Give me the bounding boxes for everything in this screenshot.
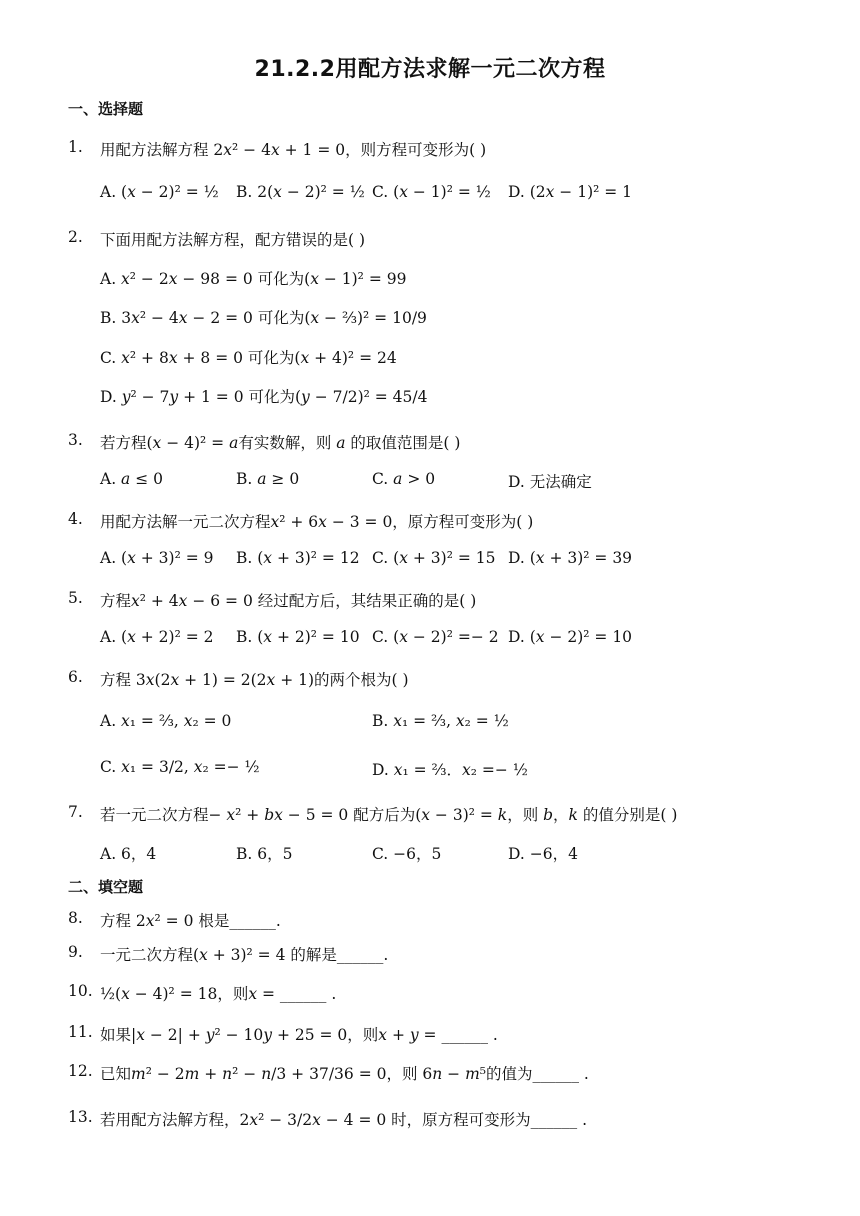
option-c: C. (𝑥 + 3)² = 15	[372, 549, 496, 567]
question-number: 10.	[68, 982, 93, 1000]
option-a: A. (𝑥 + 2)² = 2	[100, 628, 214, 646]
question-number: 4.	[68, 510, 83, 528]
page-title: 21.2.2用配方法求解一元二次方程	[254, 57, 606, 82]
option-a: A. 𝑥₁ = ⅔, 𝑥₂ = 0	[100, 712, 232, 730]
question-number: 5.	[68, 589, 83, 607]
section-heading-choice: 一、选择题	[68, 100, 144, 118]
question-text: 下面用配方法解方程，配方错误的是( )	[100, 231, 366, 249]
question-number: 7.	[68, 803, 83, 821]
option-d: D. (2𝑥 − 1)² = 1	[508, 183, 633, 201]
option-a: A. (𝑥 − 2)² = ½	[100, 183, 219, 201]
question-number: 6.	[68, 668, 83, 686]
option-b: B. 𝑥₁ = ⅔, 𝑥₂ = ½	[372, 712, 509, 730]
option-a: A. 6，4	[100, 845, 157, 863]
option-d: D. (𝑥 + 3)² = 39	[508, 549, 633, 567]
section-heading-fill: 二、填空题	[68, 878, 144, 896]
question-text: 已知𝑚² − 2𝑚 + 𝑛² − 𝑛/3 + 37/36 = 0，则 6𝑛 − 𝑚⁵的值为______ .	[100, 1065, 589, 1083]
question-number: 2.	[68, 228, 83, 246]
option-d: D. 无法确定	[508, 473, 592, 491]
question-text: 若一元二次方程− 𝑥² + 𝑏𝑥 − 5 = 0 配方后为(𝑥 − 3)² = 𝑘，则 𝑏，𝑘 的值分别是( )	[100, 806, 678, 824]
option-b: B. (𝑥 + 2)² = 10	[236, 628, 360, 646]
option-c: C. 𝑎 > 0	[372, 470, 436, 488]
question-number: 12.	[68, 1062, 93, 1080]
option-b: B. 3𝑥² − 4𝑥 − 2 = 0 可化为(𝑥 − ⅔)² = 10/9	[100, 309, 427, 327]
question-text: 如果|𝑥 − 2| + 𝑦² − 10𝑦 + 25 = 0，则𝑥 + 𝑦 = ______ .	[100, 1026, 498, 1044]
option-c: C. (𝑥 − 1)² = ½	[372, 183, 491, 201]
question-number: 9.	[68, 943, 83, 961]
question-number: 1.	[68, 138, 83, 156]
question-number: 3.	[68, 431, 83, 449]
option-c: C. 𝑥² + 8𝑥 + 8 = 0 可化为(𝑥 + 4)² = 24	[100, 349, 397, 367]
option-b: B. 𝑎 ≥ 0	[236, 470, 300, 488]
option-d: D. 𝑥₁ = ⅔．𝑥₂ =− ½	[372, 761, 528, 779]
question-number: 11.	[68, 1023, 93, 1041]
option-b: B. 2(𝑥 − 2)² = ½	[236, 183, 365, 201]
question-text: 若用配方法解方程，2𝑥² − 3/2𝑥 − 4 = 0 时，原方程可变形为______ .	[100, 1111, 588, 1129]
question-text: 方程𝑥² + 4𝑥 − 6 = 0 经过配方后，其结果正确的是( )	[100, 592, 477, 610]
question-text: 方程 3𝑥(2𝑥 + 1) = 2(2𝑥 + 1)的两个根为( )	[100, 671, 409, 689]
question-text: 若方程(𝑥 − 4)² = 𝑎有实数解，则 𝑎 的取值范围是( )	[100, 434, 461, 452]
option-a: A. 𝑥² − 2𝑥 − 98 = 0 可化为(𝑥 − 1)² = 99	[100, 270, 407, 288]
option-d: D. −6，4	[508, 845, 578, 863]
option-a: A. 𝑎 ≤ 0	[100, 470, 163, 488]
question-text: 用配方法解方程 2𝑥² − 4𝑥 + 1 = 0，则方程可变形为( )	[100, 141, 487, 159]
question-text: 一元二次方程(𝑥 + 3)² = 4 的解是______.	[100, 946, 389, 964]
option-c: C. (𝑥 − 2)² =− 2	[372, 628, 499, 646]
option-c: C. −6，5	[372, 845, 442, 863]
option-b: B. (𝑥 + 3)² = 12	[236, 549, 360, 567]
option-d: D. 𝑦² − 7𝑦 + 1 = 0 可化为(𝑦 − 7/2)² = 45/4	[100, 388, 428, 406]
option-b: B. 6，5	[236, 845, 293, 863]
question-text: 用配方法解一元二次方程𝑥² + 6𝑥 − 3 = 0，原方程可变形为( )	[100, 513, 534, 531]
question-number: 13.	[68, 1108, 93, 1126]
question-number: 8.	[68, 909, 83, 927]
option-a: A. (𝑥 + 3)² = 9	[100, 549, 214, 567]
option-d: D. (𝑥 − 2)² = 10	[508, 628, 633, 646]
question-text: ½(𝑥 − 4)² = 18，则𝑥 = ______ .	[100, 985, 337, 1003]
option-c: C. 𝑥₁ = 3/2, 𝑥₂ =− ½	[100, 758, 260, 776]
question-text: 方程 2𝑥² = 0 根是______.	[100, 912, 281, 930]
